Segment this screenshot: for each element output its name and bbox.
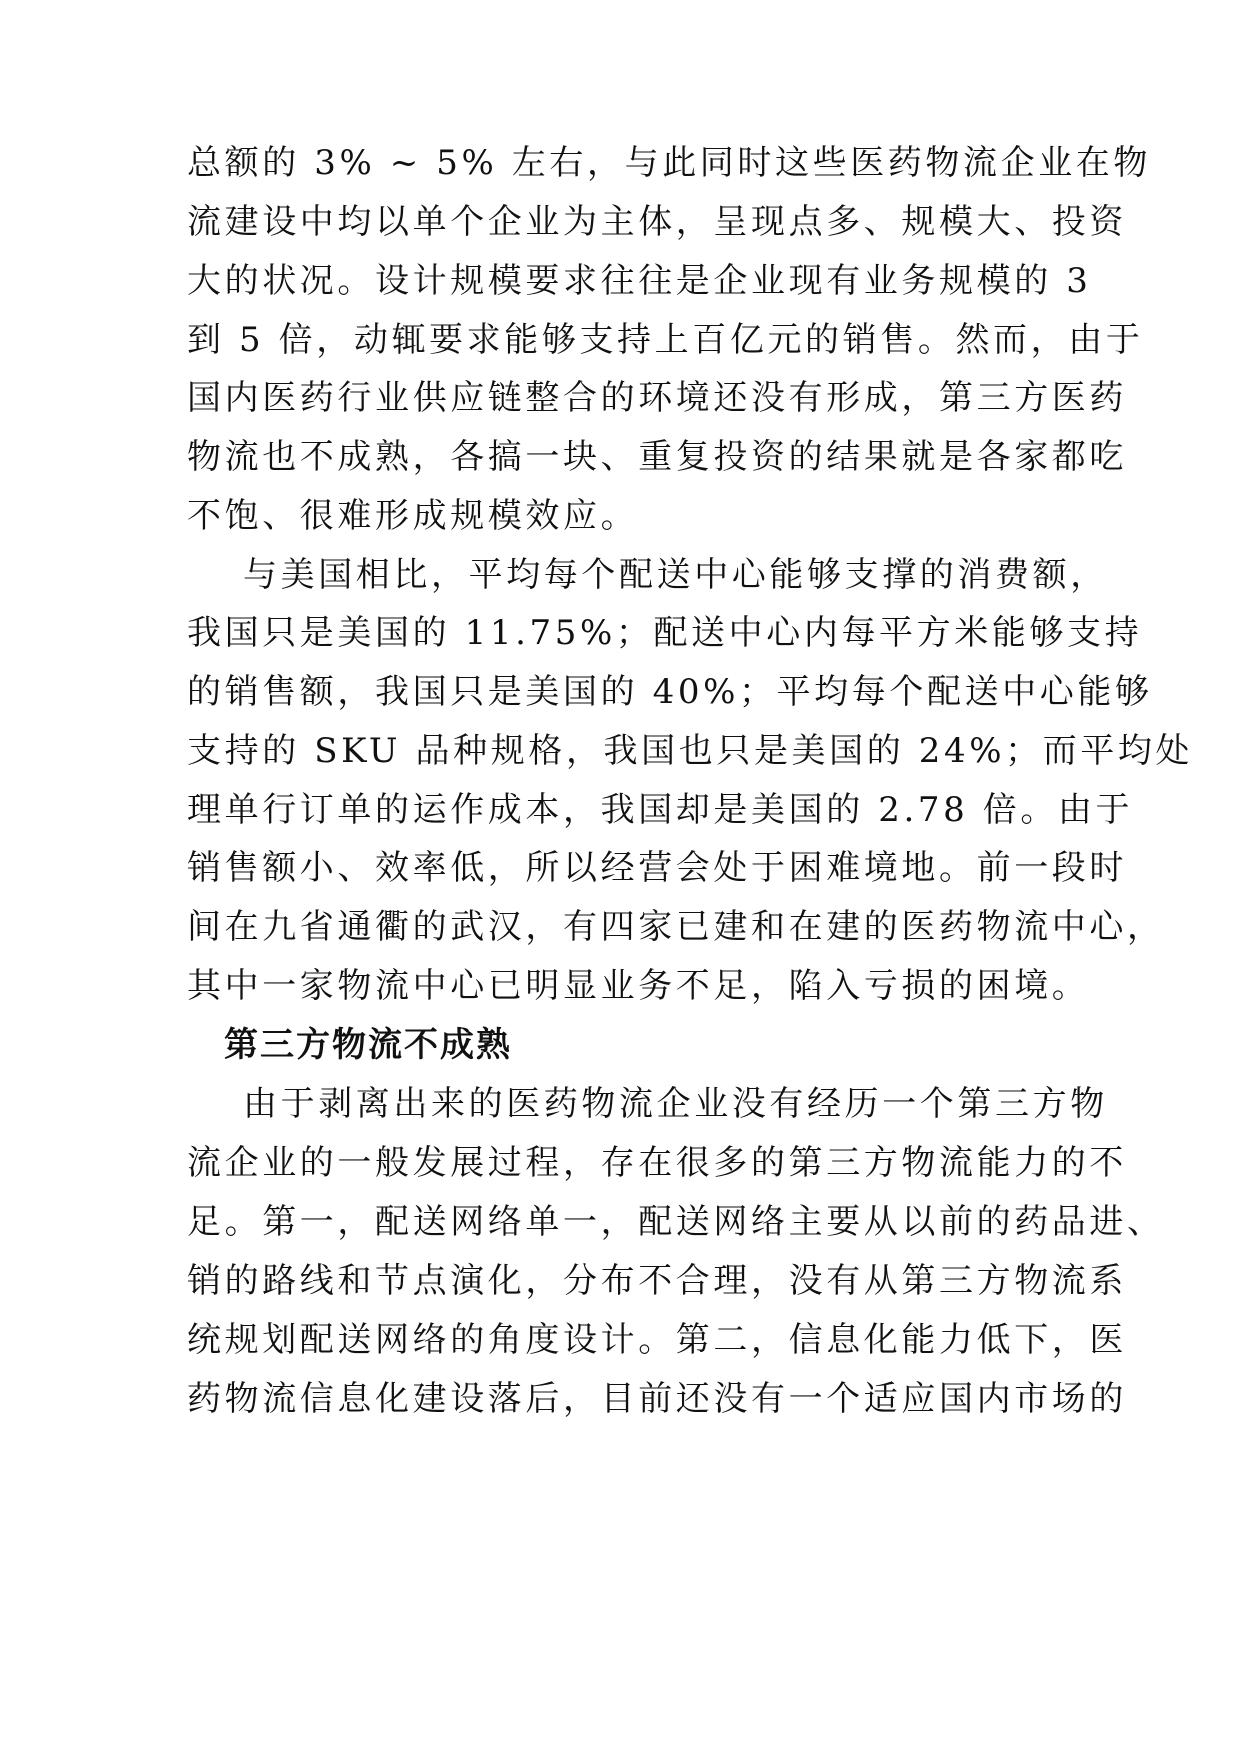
section-heading: 第三方物流不成熟 bbox=[224, 1025, 512, 1065]
paragraph-1-line-5: 国内医药行业供应链整合的环境还没有形成，第三方医药 bbox=[187, 378, 1127, 418]
paragraph-2-line-1: 与美国相比，平均每个配送中心能够支撑的消费额， bbox=[243, 555, 1108, 595]
paragraph-2-line-3: 的销售额，我国只是美国的 40%；平均每个配送中心能够 bbox=[187, 672, 1153, 712]
paragraph-3-line-4: 销的路线和节点演化，分布不合理，没有从第三方物流系 bbox=[187, 1261, 1127, 1301]
paragraph-3-line-5: 统规划配送网络的角度设计。第二，信息化能力低下，医 bbox=[187, 1320, 1127, 1360]
paragraph-3-line-6: 药物流信息化建设落后，目前还没有一个适应国内市场的 bbox=[187, 1379, 1127, 1419]
paragraph-3-line-2: 流企业的一般发展过程，存在很多的第三方物流能力的不 bbox=[187, 1143, 1127, 1183]
paragraph-1-line-7: 不饱、很难形成规模效应。 bbox=[187, 496, 639, 536]
paragraph-2-line-6: 销售额小、效率低，所以经营会处于困难境地。前一段时 bbox=[187, 848, 1127, 888]
paragraph-3-line-1: 由于剥离出来的医药物流企业没有经历一个第三方物 bbox=[243, 1084, 1108, 1124]
paragraph-2-line-8: 其中一家物流中心已明显业务不足，陷入亏损的困境。 bbox=[187, 966, 1090, 1006]
paragraph-2-line-7: 间在九省通衢的武汉，有四家已建和在建的医药物流中心， bbox=[187, 907, 1165, 947]
paragraph-2-line-4: 支持的 SKU 品种规格，我国也只是美国的 24%；而平均处 bbox=[187, 731, 1194, 771]
paragraph-3-line-3: 足。第一，配送网络单一，配送网络主要从以前的药品进、 bbox=[187, 1202, 1165, 1242]
paragraph-1-line-6: 物流也不成熟，各搞一块、重复投资的结果就是各家都吃 bbox=[187, 437, 1127, 477]
paragraph-1-line-2: 流建设中均以单个企业为主体，呈现点多、规模大、投资 bbox=[187, 202, 1127, 242]
paragraph-1-line-1: 总额的 3% ~ 5% 左右，与此同时这些医药物流企业在物 bbox=[187, 143, 1151, 183]
paragraph-2-line-5: 理单行订单的运作成本，我国却是美国的 2.78 倍。由于 bbox=[187, 790, 1134, 830]
paragraph-2-line-2: 我国只是美国的 11.75%；配送中心内每平方米能够支持 bbox=[187, 613, 1143, 653]
paragraph-1-line-4: 到 5 倍，动辄要求能够支持上百亿元的销售。然而，由于 bbox=[187, 320, 1144, 360]
paragraph-1-line-3: 大的状况。设计规模要求往往是企业现有业务规模的 3 bbox=[187, 261, 1092, 301]
